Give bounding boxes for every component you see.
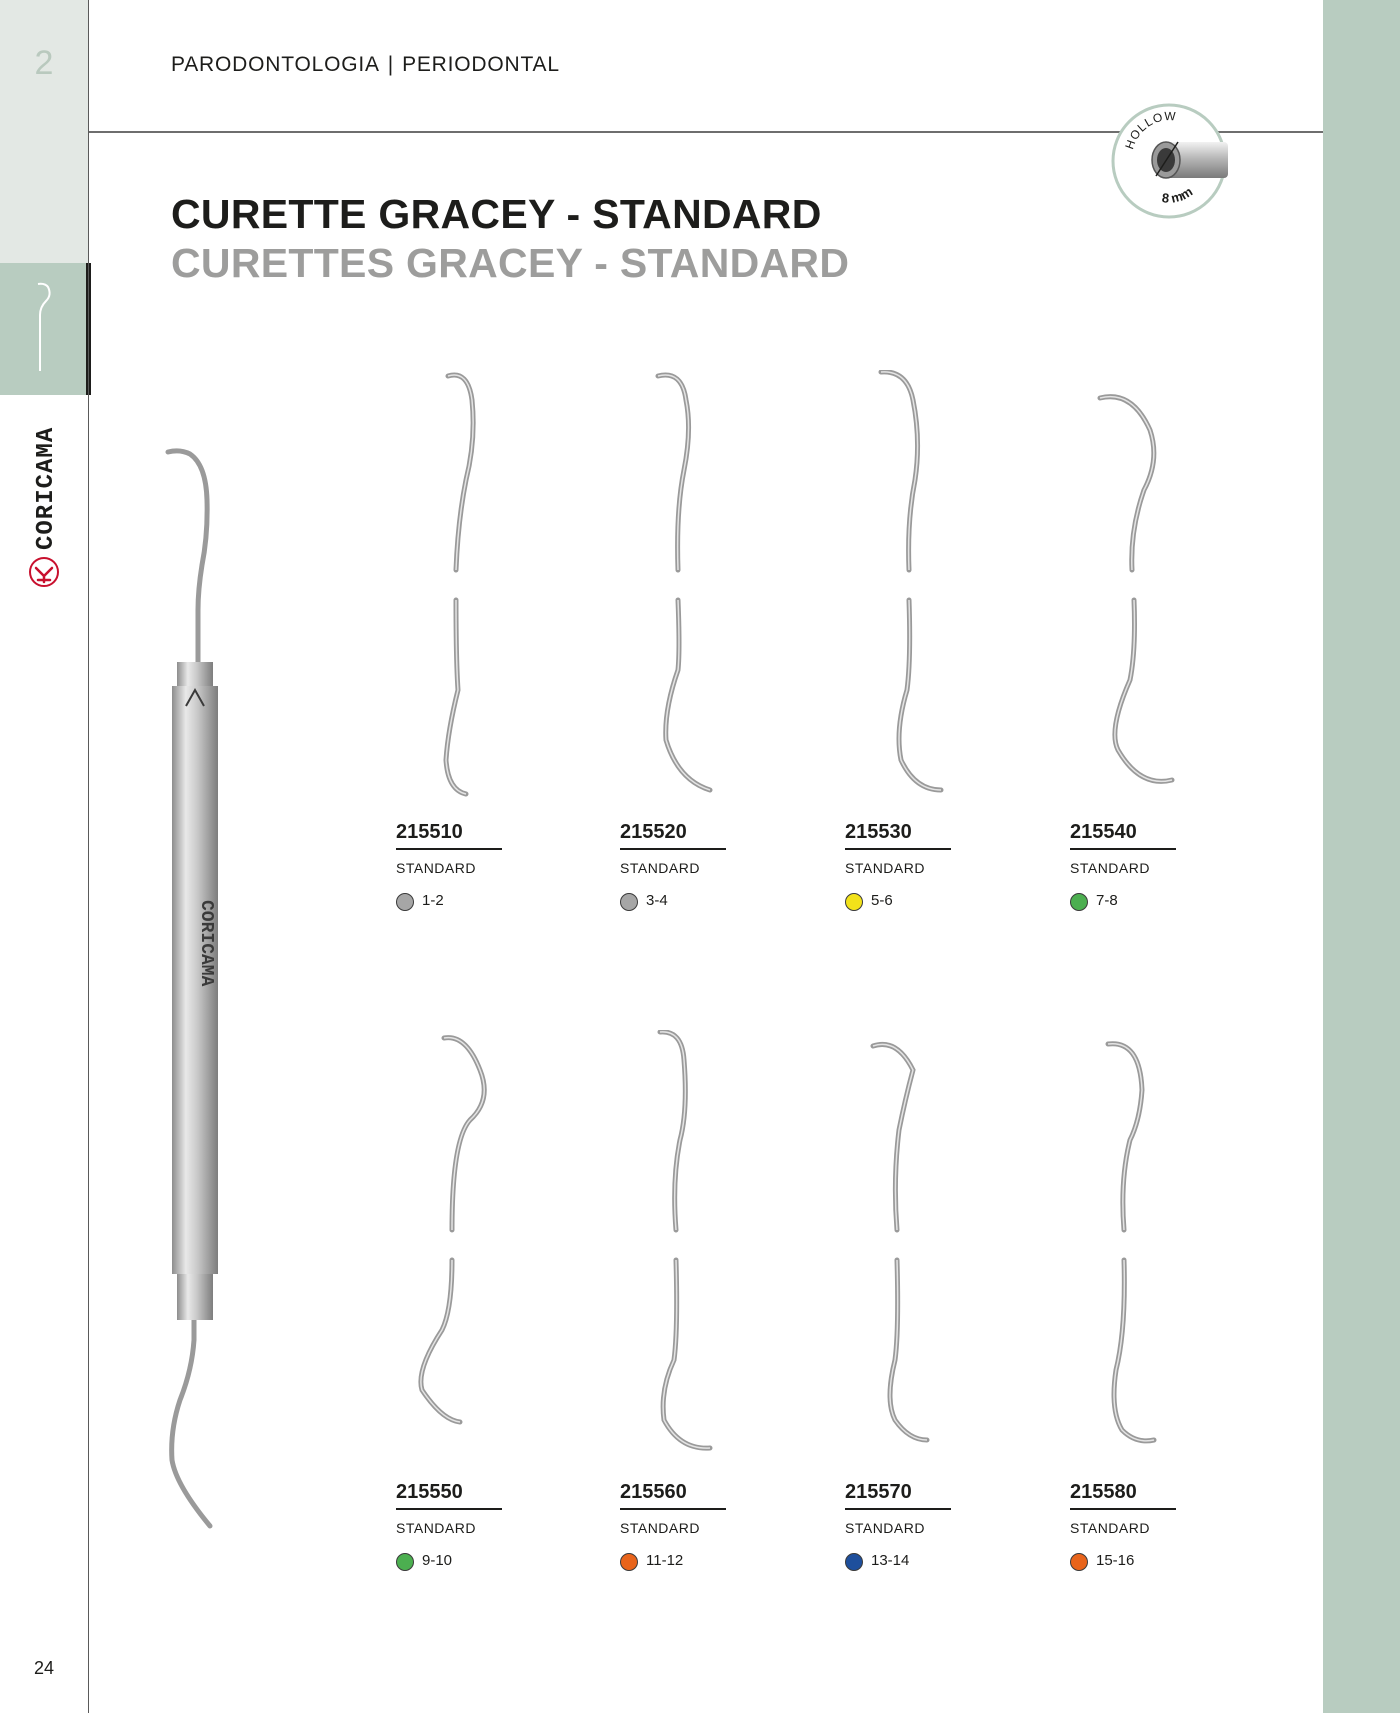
brand-logo bbox=[18, 410, 70, 600]
curette-image bbox=[845, 1030, 1025, 1470]
product-type: STANDARD bbox=[1070, 860, 1150, 876]
color-code-dot bbox=[396, 1553, 414, 1571]
product-type: STANDARD bbox=[620, 860, 700, 876]
product-size: 5-6 bbox=[871, 892, 893, 909]
product-size: 1-2 bbox=[422, 892, 444, 909]
product-code-underline bbox=[845, 848, 951, 850]
curette-image bbox=[396, 1030, 576, 1470]
color-code-dot bbox=[396, 893, 414, 911]
product-type: STANDARD bbox=[845, 1520, 925, 1536]
curette-image bbox=[620, 1030, 800, 1470]
color-code-dot bbox=[845, 893, 863, 911]
brand-wordmark: CORICAMA bbox=[33, 426, 60, 550]
handle-brand: CORICAMA bbox=[196, 900, 216, 987]
product-type: STANDARD bbox=[620, 1520, 700, 1536]
product-type: STANDARD bbox=[1070, 1520, 1150, 1536]
product-code-underline bbox=[396, 848, 502, 850]
breadcrumb-italian: PARODONTOLOGIA bbox=[171, 53, 380, 76]
color-code-dot bbox=[1070, 1553, 1088, 1571]
sidebar bbox=[0, 0, 88, 1713]
product-code: 215570 bbox=[845, 1481, 912, 1503]
curette-image bbox=[620, 370, 800, 810]
breadcrumb-separator: | bbox=[387, 53, 395, 76]
page-number: 24 bbox=[33, 1658, 55, 1678]
sidebar-section-block bbox=[0, 263, 88, 395]
brand-emblem-icon bbox=[30, 558, 58, 586]
product-size: 13-14 bbox=[871, 1552, 910, 1569]
product-type: STANDARD bbox=[396, 1520, 476, 1536]
product-code-underline bbox=[1070, 848, 1176, 850]
chapter-number: 2 bbox=[34, 44, 54, 82]
product-code: 215530 bbox=[845, 821, 912, 843]
sidebar-chapter-block bbox=[0, 0, 88, 263]
page-title: CURETTE GRACEY - STANDARD bbox=[171, 191, 822, 237]
curette-image bbox=[1070, 370, 1250, 810]
product-code: 215520 bbox=[620, 821, 687, 843]
curette-image bbox=[845, 370, 1025, 810]
color-code-dot bbox=[1070, 893, 1088, 911]
product-code-underline bbox=[620, 848, 726, 850]
product-size: 11-12 bbox=[646, 1552, 684, 1569]
product-code: 215580 bbox=[1070, 1481, 1137, 1503]
breadcrumb bbox=[171, 53, 560, 77]
product-type: STANDARD bbox=[845, 860, 925, 876]
product-size: 15-16 bbox=[1096, 1552, 1135, 1569]
product-code: 215550 bbox=[396, 1481, 463, 1503]
featured-instrument-image bbox=[150, 440, 260, 1540]
product-size: 9-10 bbox=[422, 1552, 453, 1569]
hollow-handle-icon bbox=[1152, 142, 1228, 178]
curette-icon bbox=[0, 263, 88, 395]
breadcrumb-english: PERIODONTAL bbox=[402, 53, 560, 76]
color-code-dot bbox=[620, 1553, 638, 1571]
product-code: 215540 bbox=[1070, 821, 1137, 843]
hollow-size: 8 mm bbox=[1161, 183, 1196, 206]
product-code-underline bbox=[845, 1508, 951, 1510]
right-color-band bbox=[1323, 0, 1400, 1713]
color-code-dot bbox=[845, 1553, 863, 1571]
hollow-label: HOLLOW bbox=[1122, 109, 1177, 151]
product-type: STANDARD bbox=[396, 860, 476, 876]
sidebar-divider bbox=[88, 0, 89, 1713]
product-code-underline bbox=[396, 1508, 502, 1510]
curette-image bbox=[1070, 1030, 1250, 1470]
product-code: 215560 bbox=[620, 1481, 687, 1503]
product-code: 215510 bbox=[396, 821, 463, 843]
product-size: 3-4 bbox=[646, 892, 668, 909]
hollow-badge bbox=[1110, 102, 1228, 220]
color-code-dot bbox=[620, 893, 638, 911]
curette-image bbox=[396, 370, 576, 810]
product-code-underline bbox=[1070, 1508, 1176, 1510]
product-size: 7-8 bbox=[1096, 892, 1118, 909]
product-code-underline bbox=[620, 1508, 726, 1510]
page-subtitle: CURETTES GRACEY - STANDARD bbox=[171, 240, 850, 286]
